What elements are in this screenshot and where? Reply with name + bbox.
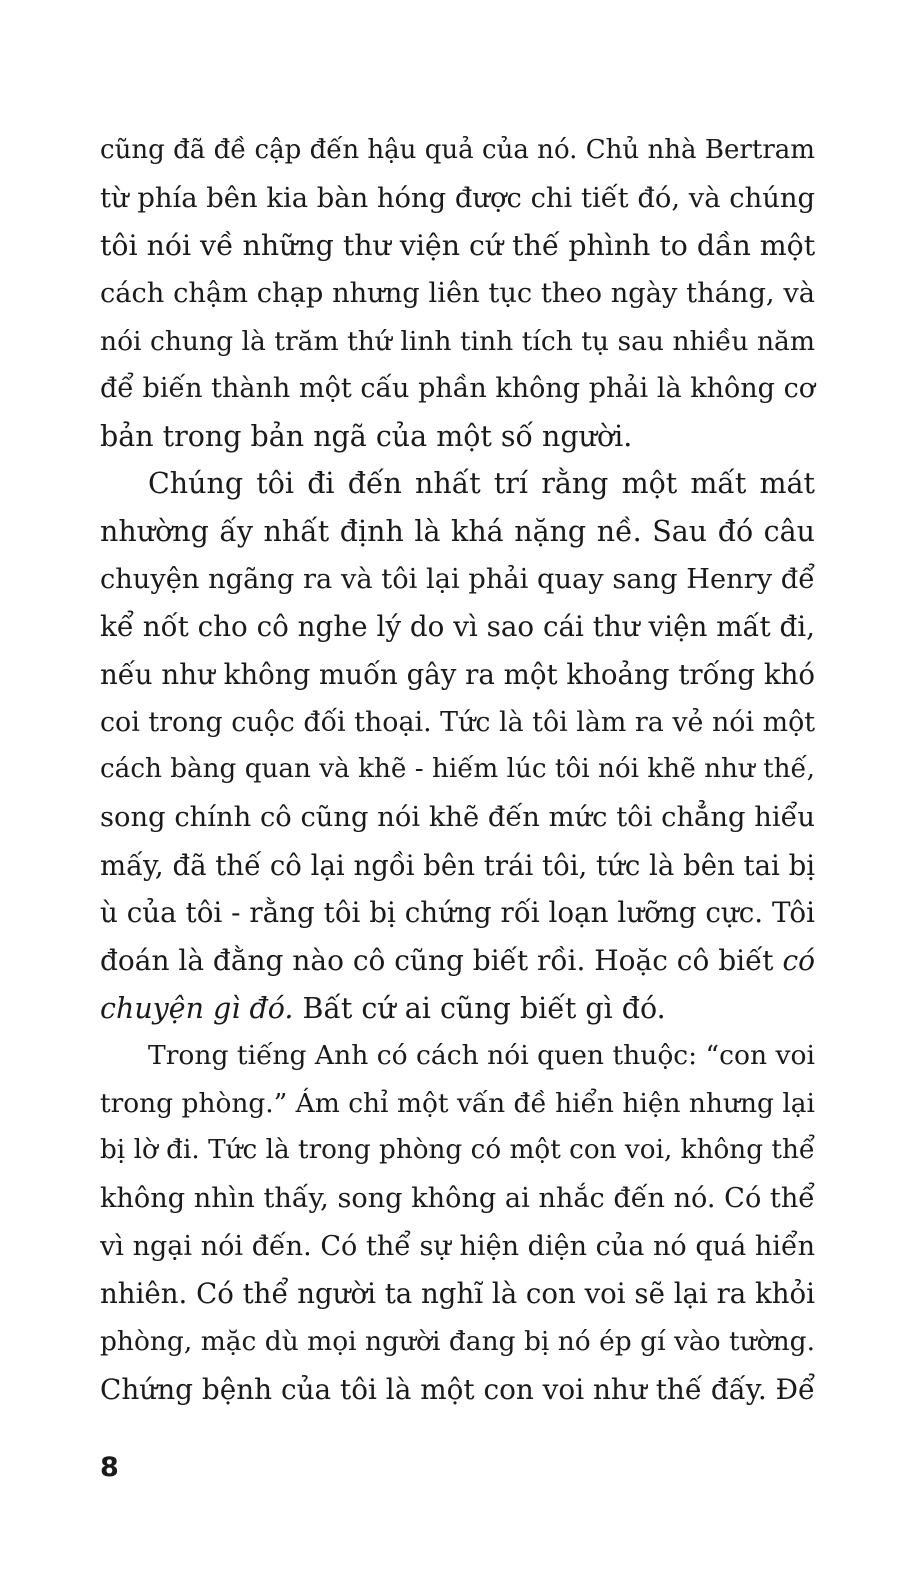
text-line: bản trong bản ngã của một số người. [100, 419, 633, 453]
text-line: nếu như không muốn gây ra một khoảng trống khó [100, 658, 816, 692]
text-line [100, 985, 815, 1033]
text-line: chuyện ngãng ra và tôi lại phải quay sang Henry để [100, 563, 815, 595]
text-line: Chứng bệnh của tôi là một con voi như thế đấy. Để [100, 1372, 816, 1406]
text-line: từ phía bên kia bàn hóng được chi tiết đó, và chúng [100, 182, 815, 214]
text-line: bị lờ đi. Tức là trong phòng có một con voi, không thể [100, 1135, 815, 1166]
text-line: Trong tiếng Anh có cách nói quen thuộc: “con voi [148, 1040, 815, 1072]
text-segment: đoán là đằng nào cô cũng biết rồi. Hoặc cô biết [100, 943, 774, 977]
text-line: tôi nói về những thư viện cứ thế phình to dần một [100, 229, 816, 263]
text-line: kể nốt cho cô nghe lý do vì sao cái thư viện mất đi, [100, 610, 815, 644]
italic-text: chuyện gì đó. [100, 991, 294, 1025]
text-line: nhường ấy nhất định là khá nặng nề. Sau đó câu [100, 515, 815, 549]
text-line: Chúng tôi đi đến nhất trí rằng một mất mát [148, 467, 815, 501]
text-line: để biến thành một cấu phần không phải là không cơ [100, 373, 815, 405]
text-segment: Bất cứ ai cũng biết gì đó. [302, 991, 666, 1025]
text-line: vì ngại nói đến. Có thể sự hiện diện của nó quá hiển [100, 1230, 815, 1262]
text-line: song chính cô cũng nói khẽ đến mức tôi chẳng hiểu [100, 801, 815, 833]
text-line: coi trong cuộc đối thoại. Tức là tôi làm ra vẻ nói một [100, 706, 816, 738]
text-line: cách bàng quan và khẽ - hiếm lúc tôi nói khẽ như thế, [100, 754, 815, 785]
text-line: trong phòng.” Ám chỉ một vấn đề hiển hiện nhưng lại [100, 1087, 815, 1119]
text-line [100, 937, 815, 985]
body-text [100, 127, 815, 1413]
italic-text: có [782, 943, 815, 977]
text-line: không nhìn thấy, song không ai nhắc đến nó. Có thể [100, 1183, 815, 1215]
text-line: cũng đã đề cập đến hậu quả của nó. Chủ nhà Bertram [100, 135, 815, 165]
text-line: nói chung là trăm thứ linh tinh tích tụ sau nhiều năm [100, 325, 815, 357]
text-line: phòng, mặc dù mọi người đang bị nó ép gí vào tường. [100, 1326, 815, 1358]
text-line: cách chậm chạp nhưng liên tục theo ngày tháng, và [100, 277, 815, 309]
page-number: 8 [100, 1452, 119, 1483]
text-line: nhiên. Có thể người ta nghĩ là con voi sẽ lại ra khỏi [100, 1277, 815, 1311]
text-line: mấy, đã thế cô lại ngồi bên trái tôi, tức là bên tai bị [100, 848, 816, 882]
text-line: ù của tôi - rằng tôi bị chứng rối loạn lưỡng cực. Tôi [100, 896, 815, 930]
